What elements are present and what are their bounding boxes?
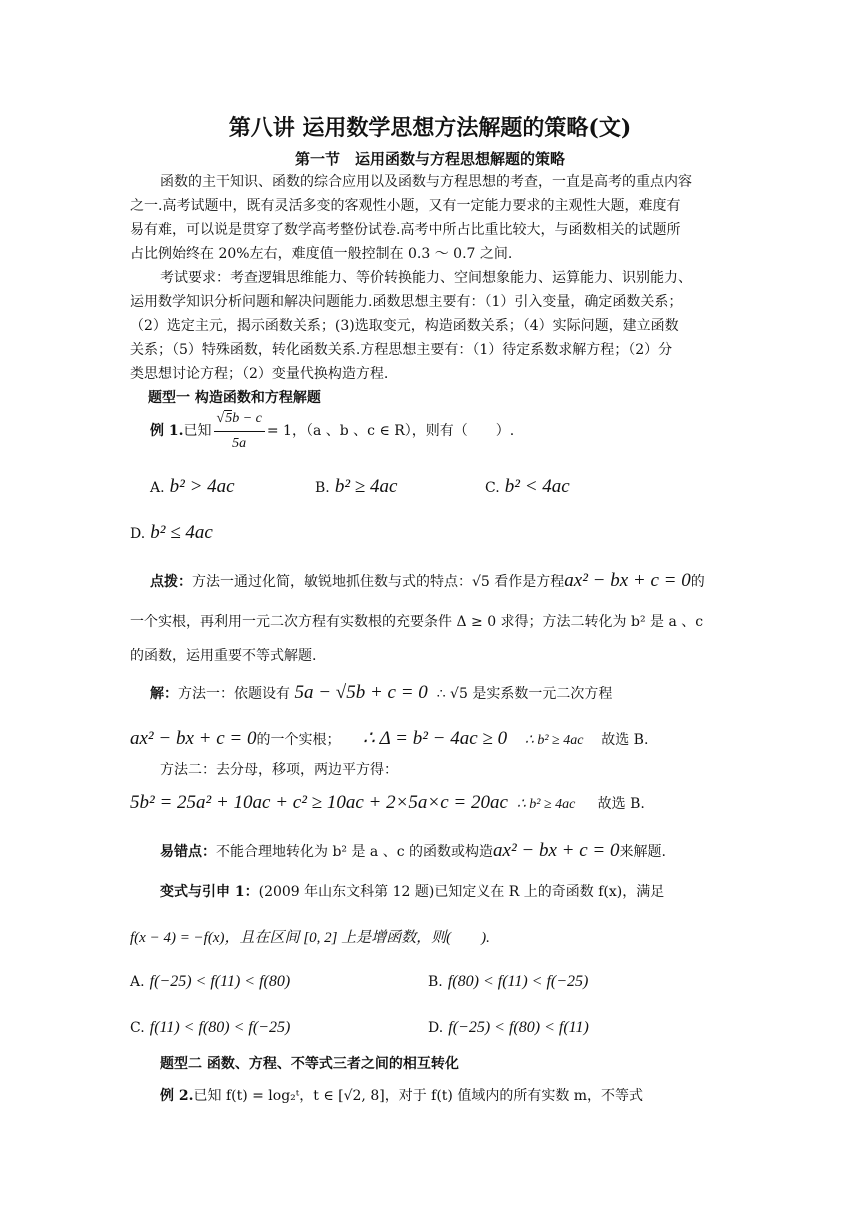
solution-line-2 — [130, 724, 648, 756]
sqrt-radicand: 5 — [225, 410, 233, 426]
hint-line-1 — [150, 566, 705, 597]
page-title: 第八讲 运用数学思想方法解题的策略(文) — [228, 115, 632, 141]
hint-equation: ax² − bx + c = 0 — [564, 570, 691, 591]
example-1-label: 例 1. — [150, 423, 184, 439]
req-line-2: 运用数学知识分析问题和解决问题能力.函数思想主要有：（1）引入变量，确定函数关系； — [130, 294, 683, 310]
hint-line-3: 的函数，运用重要不等式解题. — [130, 648, 317, 664]
example-2-text: 已知 f(t) = log₂ᵗ，t ∈ [√2, 8]，对于 f(t) 值域内的所有实数 m，不等式 — [193, 1088, 644, 1104]
option-letter: D. — [428, 1020, 444, 1036]
solution-choice: 故选 B. — [597, 796, 645, 812]
option-math: f(−25) < f(11) < f(80) — [149, 973, 291, 990]
option-math: b² ≤ 4ac — [150, 522, 213, 543]
variation-1-line-2: f(x − 4) = −f(x)，且在区间 [0, 2] 上是增函数，则( ). — [130, 930, 490, 946]
example-2-label: 例 2. — [160, 1088, 194, 1104]
example-1-tail: = 1，（a 、b 、c ∈ R），则有（ ）. — [266, 423, 515, 439]
option-math: f(−25) < f(80) < f(11) — [448, 1019, 589, 1036]
req-line-4: 关系；（5）特殊函数，转化函数关系.方程思想主要有：（1）待定系数求解方程；（2）分 — [130, 342, 673, 358]
option-math: f(11) < f(80) < f(−25) — [149, 1019, 291, 1036]
ex1-option-c — [485, 476, 570, 500]
solution-equation: ax² − bx + c = 0 — [130, 728, 257, 749]
option-letter: C. — [130, 1020, 145, 1036]
intro-line-2: 之一.高考试题中，既有灵活多变的客观性小题，又有一定能力要求的主观性大题，难度有 — [130, 198, 681, 214]
example-2 — [160, 1084, 643, 1108]
example-1-lead: 已知 — [183, 423, 212, 439]
var1-option-b — [428, 970, 588, 994]
hint-label: 点拨： — [150, 574, 192, 590]
intro-line-1: 函数的主干知识、函数的综合应用以及函数与方程思想的考查，一直是高考的重点内容 — [160, 174, 692, 190]
numerator-tail: b − c — [232, 410, 262, 426]
solution-text: 的一个实根； — [256, 732, 341, 748]
type1-heading: 题型一 构造函数和方程解题 — [148, 390, 321, 406]
solution-result: ∴ b² ≥ 4ac — [516, 797, 576, 812]
option-letter: A. — [130, 974, 145, 990]
option-math: b² > 4ac — [169, 476, 235, 497]
hint-line-2: 一个实根，再利用一元二次方程有实数根的充要条件 Δ ≥ 0 求得；方法二转化为 b² 是 a 、c — [130, 614, 704, 630]
variation-1-line-1 — [160, 880, 664, 904]
solution-equation: 5a − √5b + c = 0 — [294, 682, 428, 703]
req-line-1: 考试要求：考查逻辑思维能力、等价转换能力、空间想象能力、运算能力、识别能力、 — [160, 270, 692, 286]
ex1-option-a — [150, 476, 235, 500]
solution-discriminant: ∴ Δ = b² − 4ac ≥ 0 — [362, 728, 508, 749]
intro-line-4: 占比例始终在 20%左右，难度值一般控制在 0.3 ～ 0.7 之间. — [130, 246, 513, 262]
error-equation: ax² − bx + c = 0 — [493, 840, 620, 861]
option-letter: A. — [150, 480, 165, 496]
option-math: f(80) < f(11) < f(−25) — [447, 973, 589, 990]
option-letter: C. — [485, 480, 500, 496]
solution-choice: 故选 B. — [601, 732, 649, 748]
error-label: 易错点： — [160, 844, 216, 860]
var1-option-d — [428, 1016, 589, 1040]
hint-text-tail: 的 — [690, 574, 705, 590]
solution-line-1 — [150, 678, 612, 709]
var1-option-a — [130, 970, 290, 994]
intro-line-3: 易有难，可以说是贯穿了数学高考整份试卷.高考中所占比重比较大，与函数相关的试题所 — [130, 222, 681, 238]
section-subtitle: 第一节 运用函数与方程思想解题的策略 — [294, 150, 565, 168]
denominator: 5a — [232, 435, 247, 451]
solution-text-tail: ∴ √5 是实系数一元二次方程 — [436, 686, 613, 702]
req-line-3: （2）选定主元，揭示函数关系；(3)选取变元，构造函数关系；（4）实际问题，建立函数 — [130, 318, 679, 334]
error-text-tail: 来解题. — [619, 844, 666, 860]
variation-1-text: (2009 年山东文科第 12 题)已知定义在 R 上的奇函数 f(x)，满足 — [258, 884, 665, 900]
req-line-5: 类思想讨论方程；（2）变量代换构造方程. — [130, 366, 389, 382]
sqrt-sign: √ — [216, 410, 225, 426]
option-letter: B. — [315, 480, 330, 496]
option-math: b² ≥ 4ac — [334, 476, 398, 497]
ex1-option-d — [130, 522, 213, 546]
option-letter: B. — [428, 974, 443, 990]
solution-line-4 — [130, 788, 645, 820]
solution-line-3: 方法二：去分母，移项，两边平方得： — [160, 762, 398, 778]
option-letter: D. — [130, 526, 146, 542]
example-1-fraction — [214, 407, 265, 456]
solution-text: 方法一：依题设有 — [178, 686, 290, 702]
ex1-option-b — [315, 476, 397, 500]
solution-result: ∴ b² ≥ 4ac — [524, 733, 584, 748]
hint-text: 方法一通过化简，敏锐地抓住数与式的特点：√5 看作是方程 — [192, 574, 565, 590]
solution-label: 解： — [150, 686, 178, 702]
option-math: b² < 4ac — [504, 476, 570, 497]
var1-option-c — [130, 1016, 290, 1040]
error-text: 不能合理地转化为 b² 是 a 、c 的函数或构造 — [216, 844, 494, 860]
variation-1-label: 变式与引申 1： — [160, 884, 259, 900]
error-point — [160, 836, 666, 867]
example-1 — [150, 406, 514, 456]
type2-heading: 题型二 函数、方程、不等式三者之间的相互转化 — [160, 1056, 459, 1072]
solution-equation: 5b² = 25a² + 10ac + c² ≥ 10ac + 2×5a×c = 20ac — [130, 792, 508, 813]
